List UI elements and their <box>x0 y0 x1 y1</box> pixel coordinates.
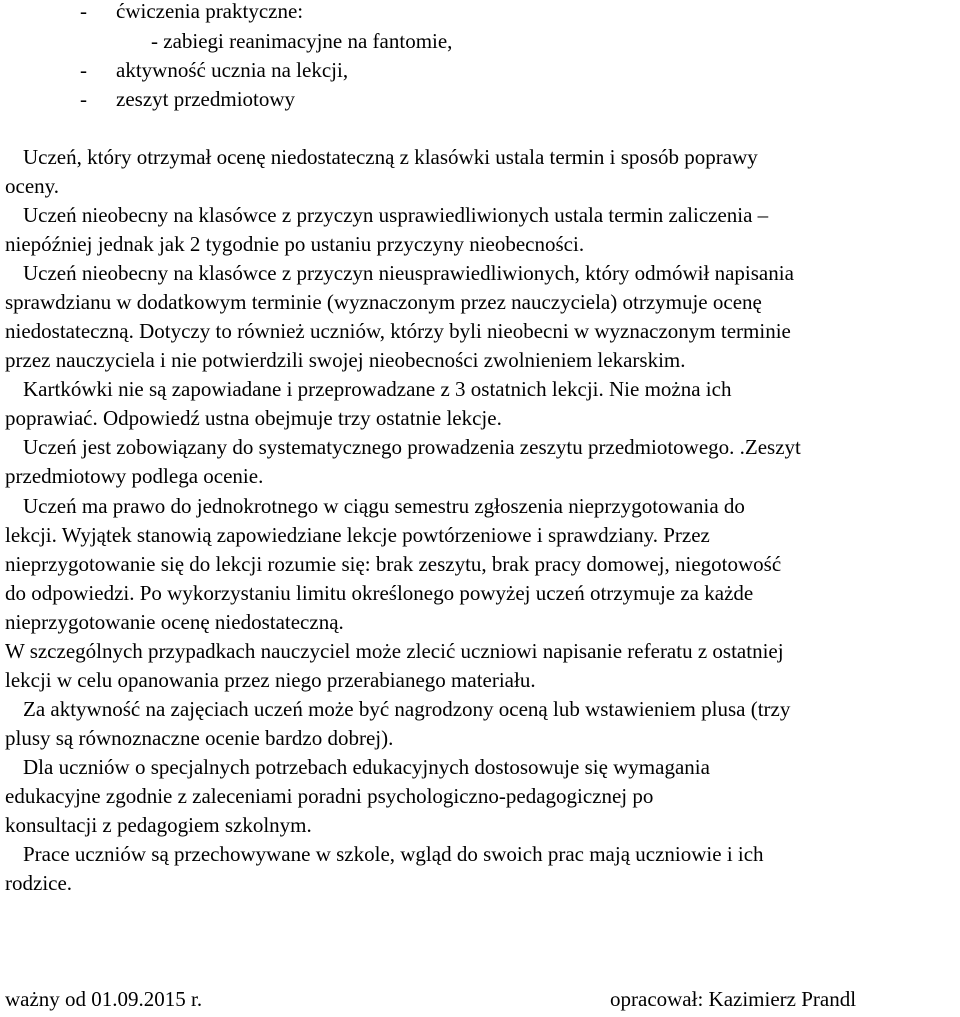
text-line: lekcji. Wyjątek stanowią zapowiedziane lekcje powtórzeniowe i sprawdziany. Przez <box>5 523 710 547</box>
bullet-text: aktywność ucznia na lekcji, <box>116 58 349 82</box>
text-line: Uczeń ma prawo do jednokrotnego w ciągu semestru zgłoszenia nieprzygotowania do <box>23 494 745 518</box>
bullet-item-practical <box>80 0 480 26</box>
text-line: lekcji w celu opanowania przez niego przerabianego materiału. <box>5 668 536 692</box>
text-line: Uczeń, który otrzymał ocenę niedostateczną z klasówki ustala termin i sposób poprawy <box>23 145 758 169</box>
bullet-item-notebook <box>80 85 480 114</box>
text-line: przedmiotowy podlega ocenie. <box>5 464 264 488</box>
valid-from-date: ważny od 01.09.2015 r. <box>5 987 203 1011</box>
bullet-item-activity <box>80 56 480 85</box>
author-signature: opracował: Kazimierz Prandl <box>610 987 857 1011</box>
bullet-dash: - <box>80 0 87 23</box>
text-line: Uczeń nieobecny na klasówce z przyczyn usprawiedliwionych ustala termin zaliczenia – <box>23 203 769 227</box>
text-line: przez nauczyciela i nie potwierdzili swojej nieobecności zwolnieniem lekarskim. <box>5 348 686 372</box>
text-line: niedostateczną. Dotyczy to również uczniów, którzy byli nieobecni w wyznaczonym terminie <box>5 319 791 343</box>
bullet-text: zeszyt przedmiotowy <box>116 87 296 111</box>
text-line: Kartkówki nie są zapowiadane i przeprowadzane z 3 ostatnich lekcji. Nie można ich <box>23 377 732 401</box>
bullet-dash: - <box>80 87 87 111</box>
text-line: do odpowiedzi. Po wykorzystaniu limitu określonego powyżej uczeń otrzymuje za każde <box>5 581 754 605</box>
text-line: poprawiać. Odpowiedź ustna obejmuje trzy ostatnie lekcje. <box>5 406 502 430</box>
text-line: W szczególnych przypadkach nauczyciel może zlecić uczniowi napisanie referatu z ostatniej <box>5 639 784 663</box>
text-line: plusy są równoznaczne ocenie bardzo dobrej). <box>5 726 394 750</box>
text-line: edukacyjne zgodnie z zaleceniami poradni psychologiczno-pedagogicznej po <box>5 784 654 808</box>
text-line: oceny. <box>5 174 60 198</box>
text-line: nieprzygotowanie się do lekcji rozumie się: brak zeszytu, brak pracy domowej, niegotowość <box>5 552 782 576</box>
text-line: Prace uczniów są przechowywane w szkole, wgląd do swoich prac mają uczniowie i ich <box>23 842 764 866</box>
text-line: niepóźniej jednak jak 2 tygodnie po ustaniu przyczyny nieobecności. <box>5 232 585 256</box>
text-line: nieprzygotowanie ocenę niedostateczną. <box>5 610 344 634</box>
text-line: konsultacji z pedagogiem szkolnym. <box>5 813 312 837</box>
text-line: sprawdzianu w dodatkowym terminie (wyznaczonym przez nauczyciela) otrzymuje ocenę <box>5 290 762 314</box>
text-line: Za aktywność na zajęciach uczeń może być nagrodzony oceną lub wstawieniem plusa (trzy <box>23 697 791 721</box>
text-line: Uczeń jest zobowiązany do systematycznego prowadzenia zeszytu przedmiotowego. .Zeszyt <box>23 435 801 459</box>
text-line: Uczeń nieobecny na klasówce z przyczyn nieusprawiedliwionych, który odmówił napisania <box>23 261 794 285</box>
text-line: rodzice. <box>5 871 73 895</box>
bullet-dash: - <box>80 58 87 82</box>
bullet-text: ćwiczenia praktyczne: <box>116 0 304 23</box>
bullet-subitem-resuscitation: - zabiegi reanimacyjne na fantomie, <box>151 29 453 53</box>
text-line: Dla uczniów o specjalnych potrzebach edukacyjnych dostosowuje się wymagania <box>23 755 710 779</box>
